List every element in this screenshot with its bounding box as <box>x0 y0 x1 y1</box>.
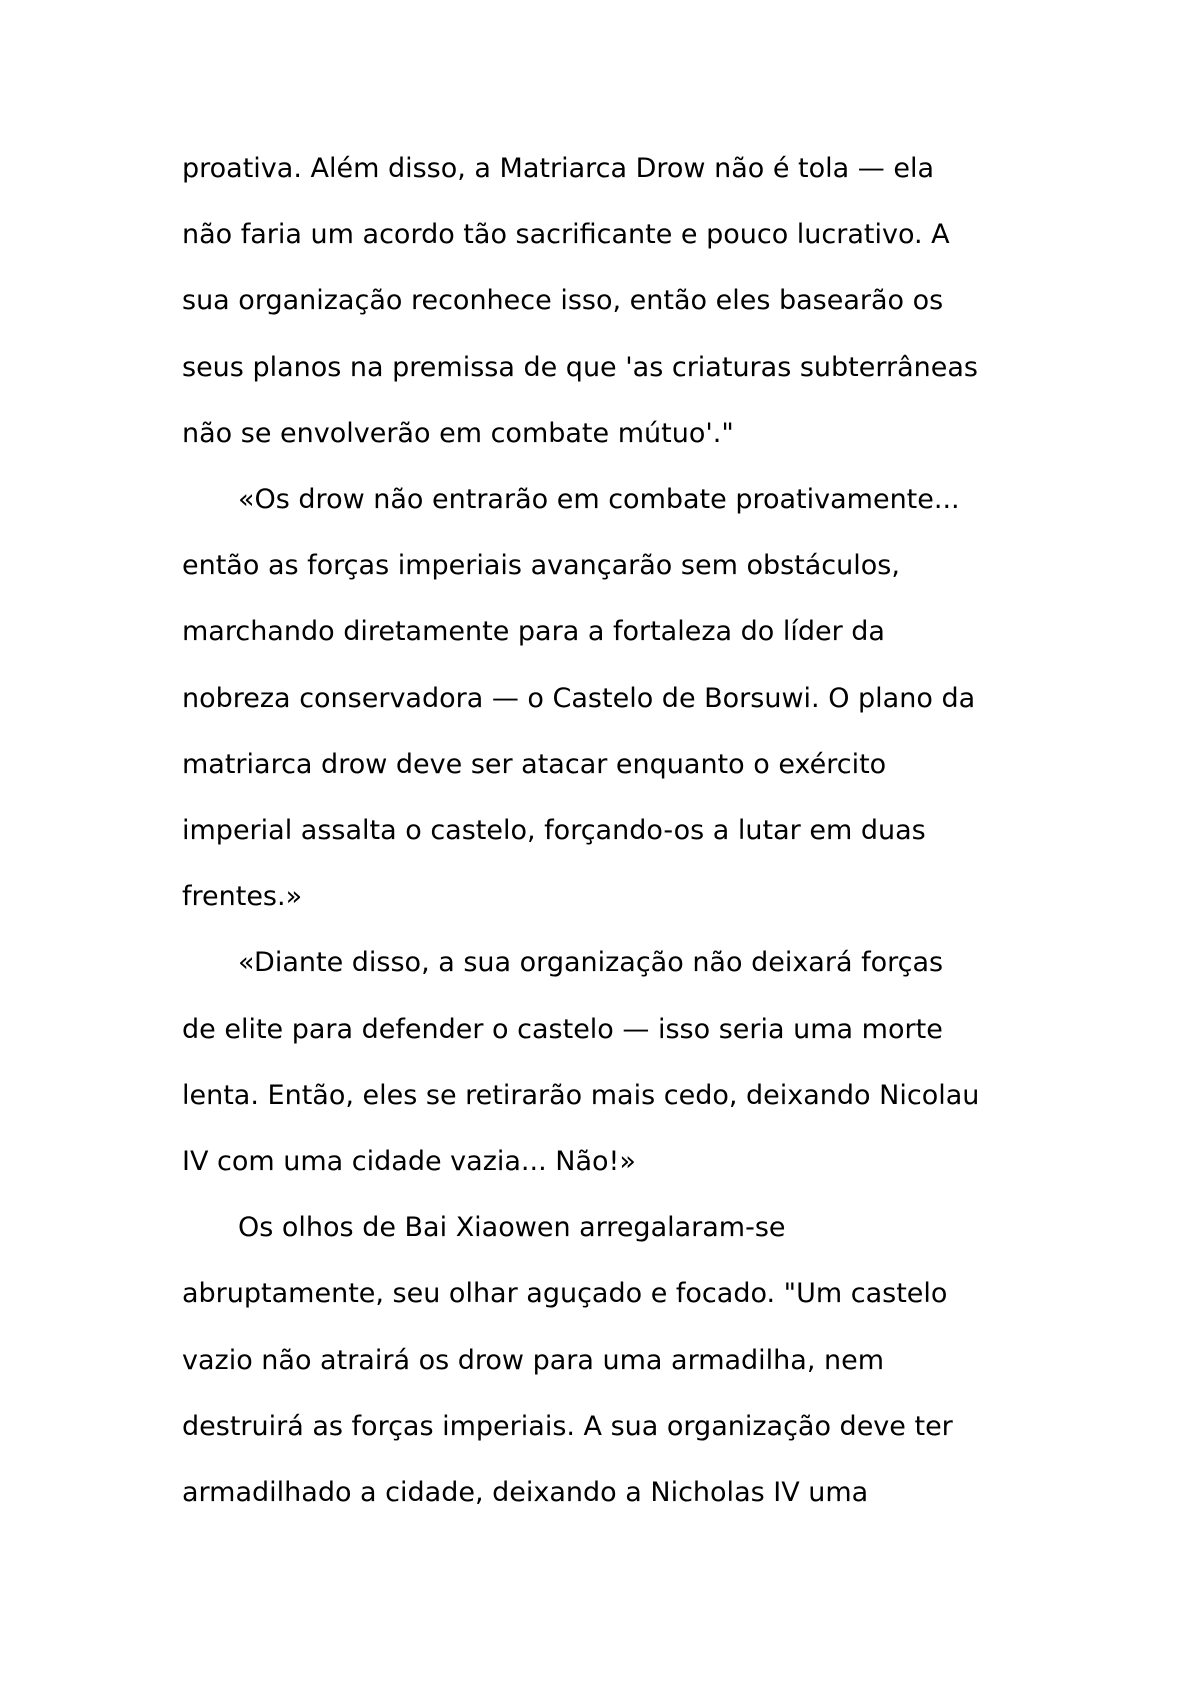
text-line: não faria um acordo tão sacrificante e pouco lucrativo. A <box>182 219 950 251</box>
body-text <box>182 136 1042 1526</box>
text-line: vazio não atrairá os drow para uma armadilha, nem <box>182 1344 885 1376</box>
text-line: sua organização reconhece isso, então eles basearão os <box>182 285 944 317</box>
text-line: «Os drow não entrarão em combate proativamente... <box>238 484 960 516</box>
text-line: «Diante disso, a sua organização não deixará forças <box>238 947 944 979</box>
text-line: proativa. Além disso, a Matriarca Drow não é tola — ela <box>182 153 935 184</box>
text-line: destruirá as forças imperiais. A sua organização deve ter <box>182 1410 953 1442</box>
text-line: frentes.» <box>182 881 303 913</box>
text-line: não se envolverão em combate mútuo'." <box>182 417 734 449</box>
text-line: armadilhado a cidade, deixando a Nicholas IV uma <box>182 1477 869 1509</box>
text-line: Os olhos de Bai Xiaowen arregalaram-se <box>238 1212 786 1244</box>
text-line: seus planos na premissa de que 'as criaturas subterrâneas <box>182 351 978 383</box>
text-line: de elite para defender o castelo — isso seria uma morte <box>182 1013 943 1045</box>
text-line: matriarca drow deve ser atacar enquanto o exército <box>182 748 887 780</box>
text-line: lenta. Então, eles se retirarão mais cedo, deixando Nicolau <box>182 1079 980 1111</box>
text-line: abruptamente, seu olhar aguçado e focado. "Um castelo <box>182 1278 948 1310</box>
text-line: IV com uma cidade vazia... Não!» <box>182 1146 636 1178</box>
text-line: nobreza conservadora — o Castelo de Borsuwi. O plano da <box>182 682 976 714</box>
text-line: marchando diretamente para a fortaleza do líder da <box>182 616 885 648</box>
text-line: imperial assalta o castelo, forçando-os a lutar em duas <box>182 815 926 847</box>
text-line: então as forças imperiais avançarão sem obstáculos, <box>182 550 900 582</box>
